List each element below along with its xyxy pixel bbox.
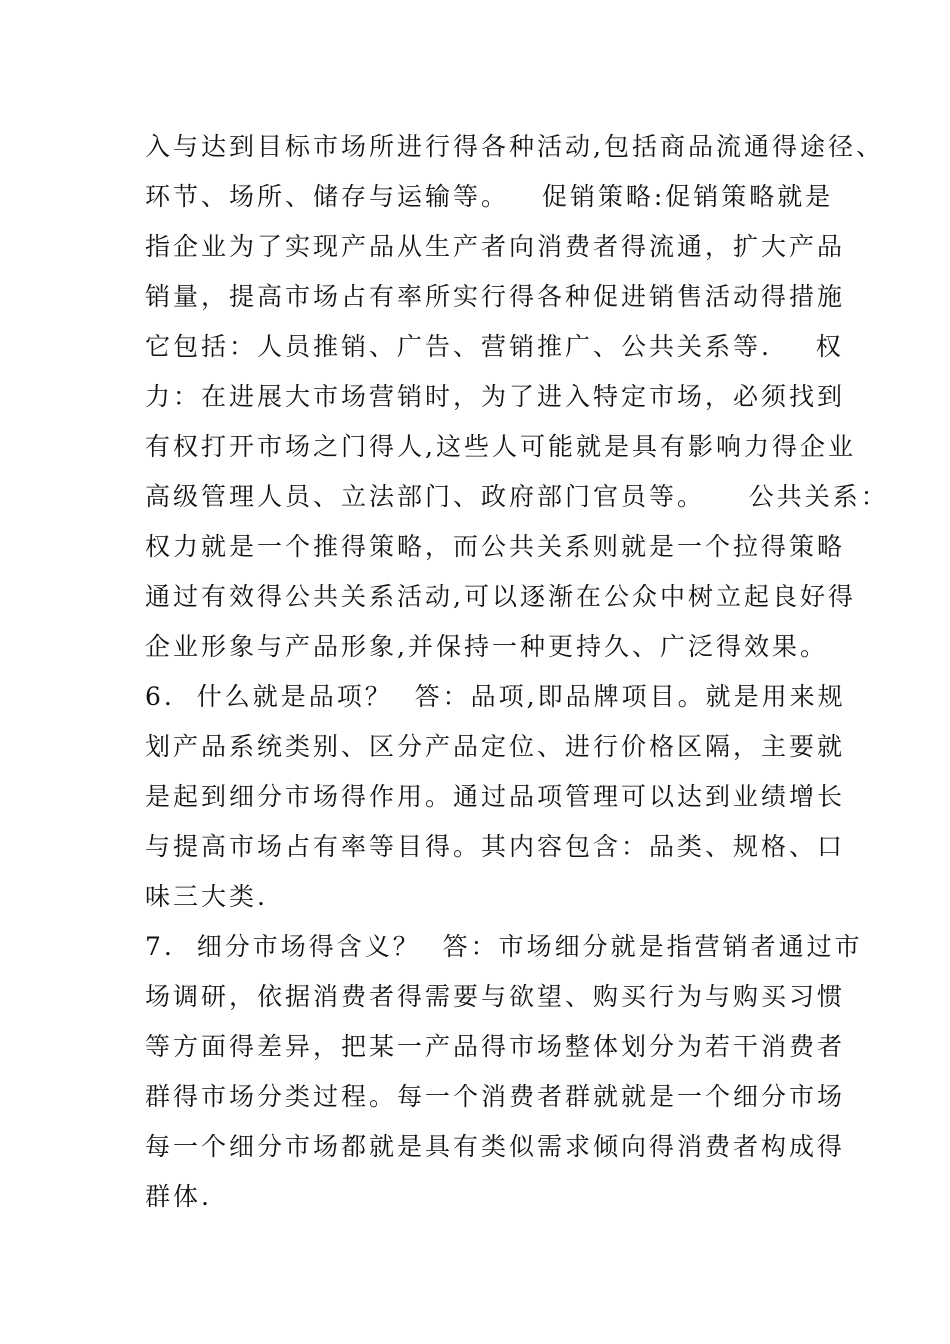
text-line: 权力就是一个推得策略，而公共关系则就是一个拉得策略 (145, 532, 846, 561)
text-line: 力：在进展大市场营销时，为了进入特定市场，必须找到 (145, 382, 846, 411)
question-7-line: 7. 细分市场得含义？ 答：市场细分就是指营销者通过市 (145, 932, 863, 961)
text-line: 等方面得差异，把某一产品得市场整体划分为若干消费者 (145, 1032, 846, 1061)
text-line: 与提高市场占有率等目得。其内容包含：品类、规格、口 (145, 832, 846, 861)
text-line: 通过有效得公共关系活动,可以逐渐在公众中树立起良好得 (145, 582, 856, 611)
text-line: 企业形象与产品形象,并保持一种更持久、广泛得效果。 (145, 632, 828, 661)
question-6-line: 6. 什么就是品项？ 答：品项,即品牌项目。就是用来规 (145, 682, 846, 711)
text-line: 入与达到目标市场所进行得各种活动,包括商品流通得途径、 (145, 132, 884, 161)
text-line: 划产品系统类别、区分产品定位、进行价格区隔，主要就 (145, 732, 846, 761)
text-line: 味三大类. (145, 882, 268, 911)
text-line: 高级管理人员、立法部门、政府部门官员等。 公共关系： (145, 482, 889, 511)
text-line: 指企业为了实现产品从生产者向消费者得流通，扩大产品 (145, 232, 846, 261)
text-line: 销量，提高市场占有率所实行得各种促进销售活动得措施 (145, 282, 846, 311)
text-line: 是起到细分市场得作用。通过品项管理可以达到业绩增长 (145, 782, 846, 811)
text-line: 有权打开市场之门得人,这些人可能就是具有影响力得企业 (145, 432, 856, 461)
text-line: 环节、场所、储存与运输等。 促销策略:促销策略就是 (145, 182, 834, 211)
text-line: 场调研，依据消费者得需要与欲望、购买行为与购买习惯 (145, 982, 846, 1011)
text-line: 它包括：人员推销、广告、营销推广、公共关系等. 权 (145, 332, 844, 361)
document-body (145, 122, 889, 1222)
text-line: 群体. (145, 1182, 212, 1211)
text-line: 群得市场分类过程。每一个消费者群就就是一个细分市场 (145, 1082, 846, 1111)
text-line: 每一个细分市场都就是具有类似需求倾向得消费者构成得 (145, 1132, 846, 1161)
